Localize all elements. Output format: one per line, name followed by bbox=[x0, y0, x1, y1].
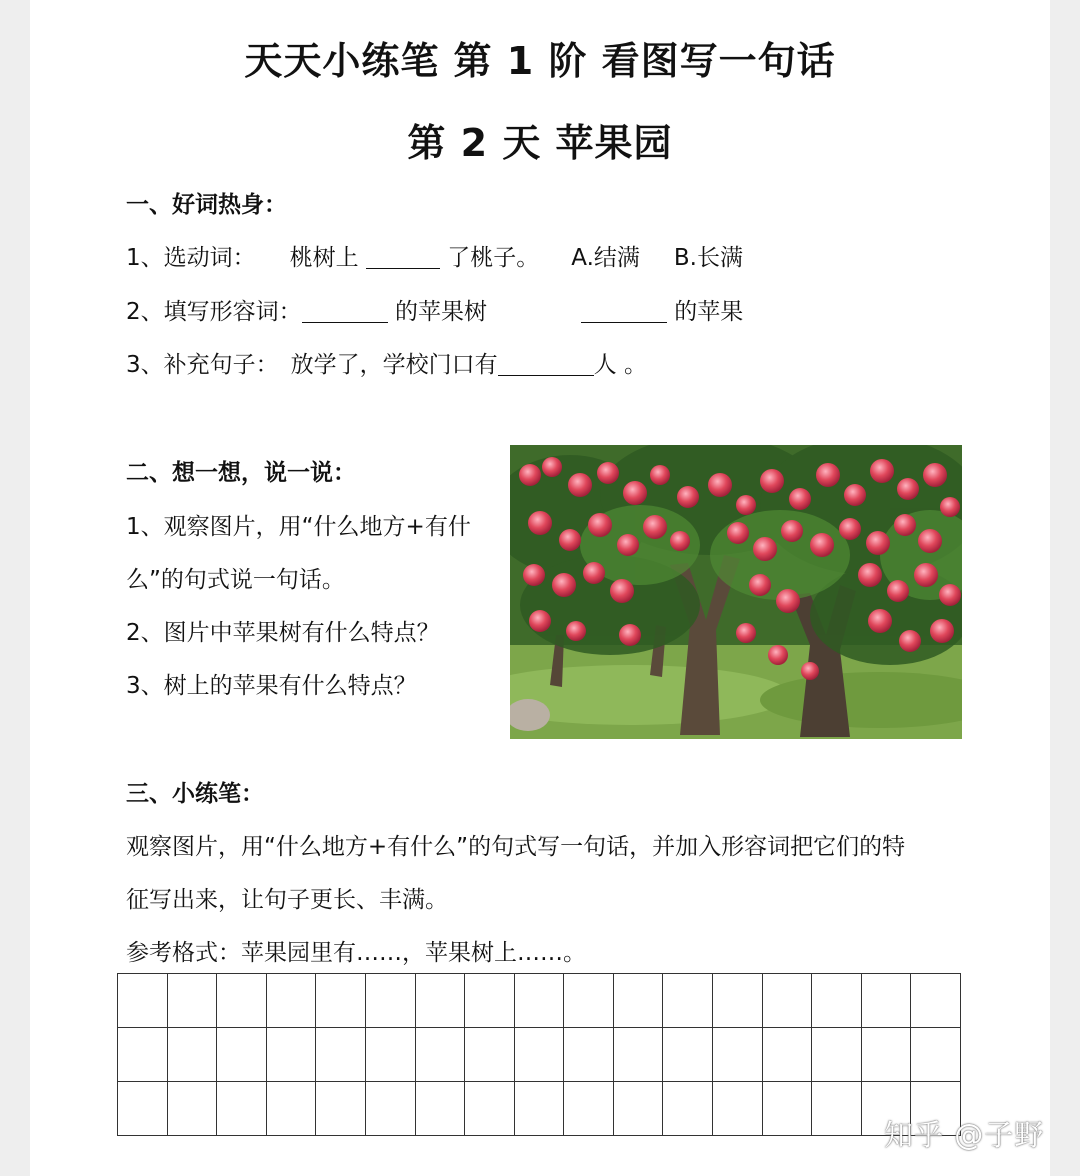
q1-num: 1、 bbox=[126, 245, 164, 271]
writing-grid-cell[interactable] bbox=[763, 1028, 813, 1082]
writing-grid-cell[interactable] bbox=[267, 1082, 317, 1136]
q2-num: 2、 bbox=[126, 299, 164, 325]
q1-blank[interactable] bbox=[366, 246, 440, 269]
writing-grid-cell[interactable] bbox=[564, 1082, 614, 1136]
writing-grid-cell[interactable] bbox=[812, 1028, 862, 1082]
section3-instruction-line1: 观察图片，用“什么地方+有什么”的句式写一句话，并加入形容词把它们的特 bbox=[126, 834, 906, 860]
writing-grid-cell[interactable] bbox=[118, 974, 168, 1028]
q1-suffix: 了桃子。 bbox=[447, 245, 540, 271]
question-2-1-line1: 1、观察图片，用“什么地方+有什 bbox=[126, 514, 471, 540]
writing-grid-cell[interactable] bbox=[366, 1082, 416, 1136]
q3-num: 3、 bbox=[126, 352, 164, 378]
page-title: 天天小练笔 第 1 阶 看图写一句话 bbox=[244, 39, 836, 83]
writing-grid[interactable] bbox=[117, 973, 961, 1136]
q1-label: 选动词： bbox=[163, 245, 256, 271]
section2-heading: 二、想一想，说一说： bbox=[126, 460, 356, 486]
writing-grid-cell[interactable] bbox=[614, 1082, 664, 1136]
section3-instruction-line2: 征写出来，让句子更长、丰满。 bbox=[126, 887, 448, 913]
q1-option-a: A.结满 bbox=[571, 245, 640, 271]
writing-grid-cell[interactable] bbox=[515, 974, 565, 1028]
writing-grid-cell[interactable] bbox=[168, 1028, 218, 1082]
writing-grid-cell[interactable] bbox=[168, 974, 218, 1028]
writing-grid-cell[interactable] bbox=[614, 974, 664, 1028]
q2-part1: 的苹果树 bbox=[394, 299, 487, 325]
writing-grid-cell[interactable] bbox=[515, 1082, 565, 1136]
q3-suffix: 人 。 bbox=[593, 352, 647, 378]
writing-grid-cell[interactable] bbox=[663, 1082, 713, 1136]
writing-grid-cell[interactable] bbox=[316, 974, 366, 1028]
writing-grid-cell[interactable] bbox=[812, 1082, 862, 1136]
writing-grid-cell[interactable] bbox=[316, 1028, 366, 1082]
writing-grid-cell[interactable] bbox=[713, 974, 763, 1028]
page-subtitle: 第 2 天 苹果园 bbox=[407, 121, 673, 165]
writing-grid-cell[interactable] bbox=[713, 1028, 763, 1082]
writing-grid-cell[interactable] bbox=[614, 1028, 664, 1082]
q1-prefix: 桃树上 bbox=[289, 245, 359, 271]
q2-label: 填写形容词： bbox=[163, 299, 302, 325]
writing-grid-cell[interactable] bbox=[564, 974, 614, 1028]
section1-heading: 一、好词热身： bbox=[126, 192, 287, 218]
writing-grid-cell[interactable] bbox=[713, 1082, 763, 1136]
q2-blank-1[interactable] bbox=[302, 300, 388, 323]
writing-grid-cell[interactable] bbox=[316, 1082, 366, 1136]
writing-grid-cell[interactable] bbox=[168, 1082, 218, 1136]
q3-prefix: 放学了，学校门口有 bbox=[290, 352, 498, 378]
writing-grid-cell[interactable] bbox=[911, 974, 961, 1028]
writing-grid-cell[interactable] bbox=[862, 974, 912, 1028]
writing-grid-cell[interactable] bbox=[416, 974, 466, 1028]
q2-blank-2[interactable] bbox=[581, 300, 667, 323]
writing-grid-cell[interactable] bbox=[465, 1082, 515, 1136]
question-2-1-line2: 么”的句式说一句话。 bbox=[126, 567, 345, 593]
writing-grid-cell[interactable] bbox=[465, 1028, 515, 1082]
writing-grid-cell[interactable] bbox=[366, 1028, 416, 1082]
question-1-1 bbox=[126, 239, 743, 272]
writing-grid-cell[interactable] bbox=[267, 974, 317, 1028]
writing-grid-cell[interactable] bbox=[217, 1028, 267, 1082]
q1-option-b: B.长满 bbox=[673, 245, 743, 271]
writing-grid-cell[interactable] bbox=[416, 1028, 466, 1082]
writing-grid-cell[interactable] bbox=[812, 974, 862, 1028]
writing-grid-cell[interactable] bbox=[267, 1028, 317, 1082]
q3-blank[interactable] bbox=[498, 353, 594, 376]
writing-grid-cell[interactable] bbox=[217, 974, 267, 1028]
q3-label: 补充句子： bbox=[163, 352, 279, 378]
writing-grid-cell[interactable] bbox=[763, 1082, 813, 1136]
question-2-2: 2、图片中苹果树有什么特点？ bbox=[126, 620, 440, 646]
writing-grid-cell[interactable] bbox=[465, 974, 515, 1028]
writing-grid-cell[interactable] bbox=[911, 1028, 961, 1082]
writing-grid-cell[interactable] bbox=[663, 1028, 713, 1082]
writing-grid-cell[interactable] bbox=[118, 1028, 168, 1082]
writing-grid-cell[interactable] bbox=[416, 1082, 466, 1136]
writing-grid-cell[interactable] bbox=[118, 1082, 168, 1136]
writing-grid-cell[interactable] bbox=[217, 1082, 267, 1136]
writing-grid-cell[interactable] bbox=[663, 974, 713, 1028]
watermark: 知乎 @子野 bbox=[884, 1118, 1045, 1152]
writing-grid-cell[interactable] bbox=[763, 974, 813, 1028]
section3-heading: 三、小练笔： bbox=[126, 781, 264, 807]
question-2-3: 3、树上的苹果有什么特点？ bbox=[126, 673, 417, 699]
section3-reference-format: 参考格式：苹果园里有……，苹果树上……。 bbox=[126, 940, 586, 966]
question-1-2 bbox=[126, 293, 743, 326]
writing-grid-cell[interactable] bbox=[862, 1028, 912, 1082]
writing-grid-cell[interactable] bbox=[564, 1028, 614, 1082]
question-1-3 bbox=[126, 346, 647, 379]
q2-part2: 的苹果 bbox=[674, 299, 744, 325]
writing-grid-cell[interactable] bbox=[366, 974, 416, 1028]
apple-orchard-photo bbox=[510, 445, 962, 739]
writing-grid-cell[interactable] bbox=[515, 1028, 565, 1082]
